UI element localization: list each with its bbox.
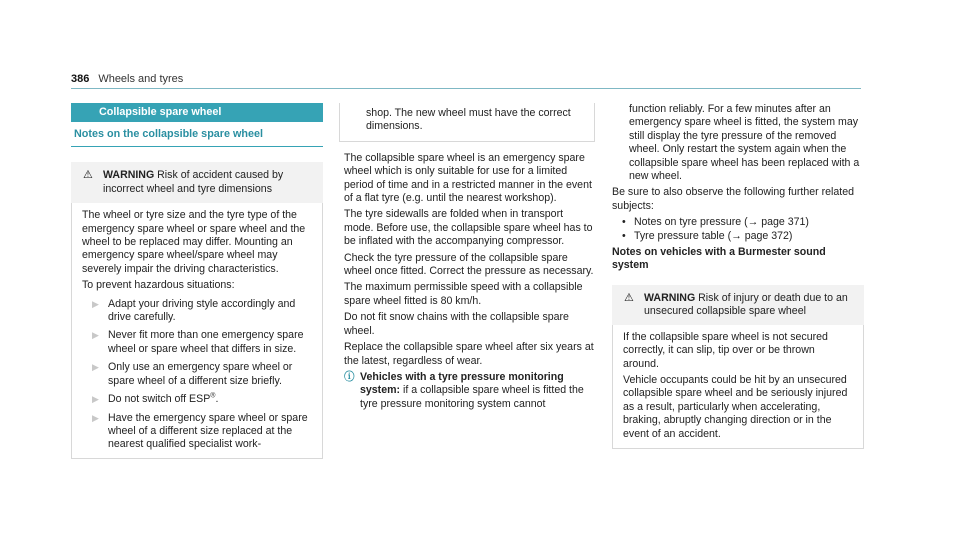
warning-triangle-icon: ⚠ bbox=[83, 169, 93, 182]
paragraph: Do not fit snow chains with the collapsible spare wheel. bbox=[344, 311, 569, 337]
step-item: ▶ Do not switch off ESP®. bbox=[82, 393, 312, 406]
warning-body-1: The wheel or tyre size and the tyre type of the emergency spare wheel or spare wheel and the wheel to be replaced may differ. Mounting an emergency spare wheel/spare wheel may severely impair the driving characteristics. bbox=[82, 209, 306, 275]
paragraph: Check the tyre pressure of the collapsible spare wheel once fitted. Correct the pressure as necessary. bbox=[344, 251, 594, 278]
sub-heading: Notes on the collapsible spare wheel bbox=[71, 128, 323, 147]
warning-box bbox=[612, 285, 864, 449]
related-link[interactable]: • Notes on tyre pressure (→ page 371) bbox=[622, 216, 809, 229]
warning-label: WARNING bbox=[103, 169, 155, 182]
page-title: Wheels and tyres bbox=[98, 73, 184, 85]
step-arrow-icon: ▶ bbox=[92, 298, 99, 309]
warning-body-1: If the collapsible spare wheel is not secured correctly, it can slip, tip over or be thrown around. bbox=[623, 330, 828, 370]
arrow-icon: → bbox=[731, 229, 742, 242]
paragraph: The tyre sidewalls are folded when in transport mode. Before use, the collapsible spare wheel has to be inflated with the accompanying compressor. bbox=[344, 208, 593, 248]
warning-head-text: Risk of injury or death due to an unsecured collapsible spare wheel bbox=[644, 291, 848, 318]
arrow-icon: → bbox=[747, 216, 759, 229]
warning-triangle-icon: ⚠ bbox=[624, 291, 634, 304]
warning-body-2: To prevent hazardous situations: bbox=[82, 279, 235, 292]
column-1 bbox=[71, 103, 323, 459]
warning-head-text: Risk of accident caused by incorrect wheel and tyre dimensions bbox=[103, 169, 284, 195]
paragraph: The maximum permissible speed with a collapsible spare wheel fitted is 80 km/h. bbox=[344, 281, 583, 307]
burmester-heading: Notes on vehicles with a Burmester sound system bbox=[612, 246, 826, 272]
info-note: ⓘ Vehicles with a tyre pressure monitoring system: if a collapsible spare wheel is fitted the tyre pressure monitoring system cannot bbox=[344, 370, 584, 410]
body-text bbox=[343, 152, 595, 411]
info-icon: ⓘ bbox=[344, 370, 355, 383]
column-3 bbox=[612, 103, 864, 449]
header-divider bbox=[71, 88, 861, 89]
warning-label: WARNING bbox=[644, 291, 696, 304]
step-item: ▶ Adapt your driving style accordingly and drive carefully. bbox=[82, 298, 312, 325]
related-link[interactable]: • Tyre pressure table (→ page 372) bbox=[622, 229, 793, 242]
paragraph: The collapsible spare wheel is an emergency spare wheel which is only suitable for use for a limited period of time and in a restricted manner in the event of a flat tyre (e.g. until the nearest workshop). bbox=[344, 151, 592, 205]
step-item: ▶ Only use an emergency spare wheel or spare wheel of a different size briefly. bbox=[82, 361, 312, 388]
page-header bbox=[71, 73, 891, 86]
column-2 bbox=[343, 103, 595, 411]
step-arrow-icon: ▶ bbox=[92, 412, 99, 423]
info-continued: function reliably. For a few minutes after an emergency spare wheel is fitted, the system may still display the tyre pressure of the removed wheel. Only restart the system again when the collapsible spare wheel has been replaced with a new wheel. bbox=[629, 103, 860, 183]
warning-body-2: Vehicle occupants could be hit by an unsecured collapsible spare wheel and be seriously injured as a result, particularly when accelerating, braking, abruptly changing direction or in the event of an accident. bbox=[623, 373, 848, 440]
paragraph: Replace the collapsible spare wheel after six years at the latest, regardless of wear. bbox=[344, 341, 594, 367]
step-item: ▶ Have the emergency spare wheel or spare wheel of a different size replaced at the nearest qualified specialist work- bbox=[82, 412, 312, 452]
page-number: 386 bbox=[71, 73, 90, 85]
step-arrow-icon: ▶ bbox=[92, 394, 99, 405]
warning-box bbox=[71, 162, 323, 458]
section-title: Collapsible spare wheel bbox=[71, 103, 323, 122]
step-item: ▶ Never fit more than one emergency spare wheel or spare wheel that differs in size. bbox=[82, 329, 312, 356]
step-arrow-icon: ▶ bbox=[92, 362, 99, 373]
also-observe-text: Be sure to also observe the following further related subjects: bbox=[612, 186, 855, 212]
warning-continued: shop. The new wheel must have the correct dimensions. bbox=[339, 103, 595, 142]
step-arrow-icon: ▶ bbox=[92, 330, 99, 341]
